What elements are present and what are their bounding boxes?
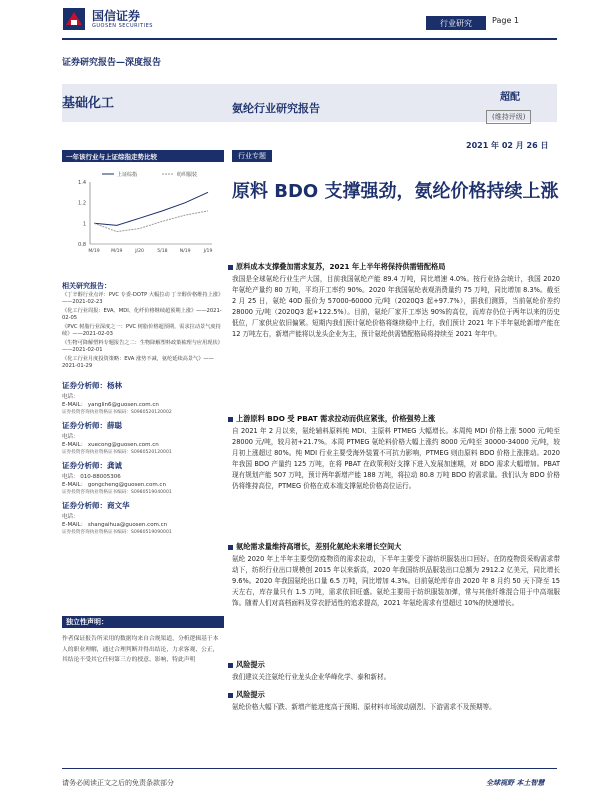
- logo-icon: [62, 7, 86, 31]
- analyst-email[interactable]: E-MAIL： xuecong@guosen.com.cn: [62, 442, 159, 448]
- analyst-email[interactable]: E-MAIL： shangaihua@guosen.com.cn: [62, 522, 168, 528]
- legend-label-a: 上证综指: [117, 172, 138, 178]
- footer-divider: [62, 768, 557, 769]
- rating: 超配: [500, 92, 520, 103]
- section-body: 我国是全球氨纶行业生产大国，目前我国氨纶产能 89.4 万吨，同比增速 4.0%。按行业协会统计，我国 2020 年氨纶产量约 80 万吨，平均开工率约 90%。2020 年我国氨纶表观消费量约 75 万吨，同比增加 8.3%。截至 2 月 25 日，氨纶 40D 报价为 57000-60000 元/吨（2020Q3 起+97.7%），据我们测算，当前氨纶价差约 28000 元/吨（2020Q3 起+122.5%）。目前，氨纶厂家开工率达 90%的高位，而库存仍位于两年以来的历史低位，厂家供应依旧偏紧。短期内我们预计氨纶价格将继续稳中上行，我们预计 2021 年下半年氨纶新增产能在 12 万吨左右，新增产能将以龙头企业为主，预计氨纶供需错配格局将持续至 2021 年年中。: [232, 275, 560, 338]
- section-body: 我们建议关注氨纶行业龙头企业华峰化学、泰和新材。: [232, 673, 391, 681]
- header-divider: [62, 38, 557, 40]
- footer-disclaimer: 请务必阅读正文之后的免责条款部分: [62, 779, 174, 787]
- report-type: 证券研究报告—深度报告: [62, 58, 162, 68]
- series-line-shanghai: [94, 192, 208, 225]
- section-heading: [228, 414, 563, 424]
- x-tick-label: N/19: [179, 249, 191, 254]
- bullet-icon: [228, 663, 233, 668]
- independence-text: 作者保证报告所采用的数据均来自合规渠道，分析逻辑基于本人的职业理解，通过合理判断并得出结论，力求客观、公正，其结论不受其它任何第三方的授意、影响，特此声明: [62, 636, 219, 663]
- analyst-name: 证券分析师：杨林: [62, 381, 122, 390]
- section-heading: [228, 660, 563, 670]
- analyst-phone: 电话：: [62, 434, 79, 440]
- section-body: 氨纶价格大幅下跌、新增产能进度高于预期、原材料市场波动剧烈、下游需求不及预期等。: [232, 703, 496, 711]
- analyst-name: 证券分析师：商文华: [62, 501, 130, 510]
- analyst-email[interactable]: E-MAIL： yanglin6@guosen.com.cn: [62, 402, 159, 408]
- series-line-textile: [94, 211, 208, 232]
- chart-title: 一年该行业与上证综指走势比较: [62, 150, 224, 162]
- section-body: 氨纶 2020 年上半年主要受防疫物资的需求拉动，下半年主要受下游纺织服装出口回好。在防疫物资采购需求带动下，纺织行业出口规模创 2015 年以来新高，2020 年我国纺织品服装出口总额为 2912.2 亿美元，同比增长 9.6%。2020 年我国氨纶出口量 6.5 万吨，同比增加 4.3%。目前氨纶库存由 2020 年 8 月约 50 天下降至 15 天左右，库存量只有 1.5 万吨，需求依旧旺盛。氨纶主要用于纺织服装加弹，常与其他纤维混合用于中高端服饰。随着人们对高档面料及穿衣舒适性的追求提高，2021 年氨纶需求有望超过 10%的快速增长。: [232, 555, 560, 607]
- y-tick-label: 1.2: [78, 200, 86, 207]
- section-heading-text: 风险提示: [236, 690, 265, 699]
- x-tick-label: J/20: [135, 249, 144, 254]
- related-item[interactable]: 《化工行业月度投资策略：EVA 涨势不减，氨纶延续高景气》——2021-01-29: [62, 356, 214, 369]
- footer-slogan: 全球视野 本土智慧: [486, 779, 545, 787]
- related-item[interactable]: 《PVC 树脂行业深度之一：PVC 树脂价格超预期，需求拉动景气度持续》——2021-02-03: [62, 324, 221, 337]
- section-heading: [228, 542, 563, 552]
- analyst-name: 证券分析师：龚诚: [62, 461, 122, 470]
- analyst-email[interactable]: E-MAIL： gongcheng@guosen.com.cn: [62, 482, 166, 488]
- y-tick-label: 0.8: [78, 242, 86, 248]
- y-tick-label: 1.4: [78, 180, 86, 186]
- x-tick-label: M/19: [88, 249, 100, 254]
- y-tick-label: 1: [82, 221, 86, 228]
- section-heading: [228, 262, 563, 272]
- related-item[interactable]: 《生物可降解塑料专题报告之二：生物降解塑料政策梳理与应用现状》——2021-02-01: [62, 340, 221, 353]
- page-number: Page 1: [492, 16, 519, 25]
- report-subject: 氨纶行业研究报告: [232, 102, 320, 115]
- analyst-phone: 电话： 010-88005306: [62, 474, 121, 480]
- header-tag: 行业研究: [426, 16, 486, 30]
- bullet-icon: [228, 693, 233, 698]
- main-title: 原料 BDO 支撑强劲，氨纶价格持续上涨: [232, 181, 559, 202]
- industry-name: 基础化工: [62, 96, 115, 111]
- analyst-cert: 证券投资咨询执业资格证书编码：S0980520120002: [62, 410, 172, 415]
- analyst-phone: 电话：: [62, 394, 79, 400]
- bullet-icon: [228, 545, 233, 550]
- section-heading: [228, 690, 563, 700]
- brand-logo: [62, 6, 192, 32]
- rating-sub: (维持评级): [486, 110, 531, 124]
- related-item[interactable]: 《丁辛醇行业点评：PVC 专委-DOTP 大幅拉动 丁辛醇价格维持上涨》——2021-02-23: [62, 292, 221, 305]
- brand-sub: GUOSEN SECURITIES: [92, 22, 153, 29]
- brand-name: 国信证券: [92, 8, 141, 23]
- x-tick-label: J/19: [203, 249, 213, 254]
- related-item[interactable]: 《化工行业周报：EVA、MDI、化纤价格继续超预期上涨》——2021-02-05: [62, 308, 222, 321]
- price-chart: [62, 166, 220, 266]
- topic-tag: 行业专题: [232, 150, 272, 162]
- analyst-cert: 证券投资咨询执业资格证书编码：S0980519090001: [62, 530, 172, 535]
- bullet-icon: [228, 265, 233, 270]
- analyst-cert: 证券投资咨询执业资格证书编码：S0980519040001: [62, 490, 172, 495]
- analyst-cert: 证券投资咨询执业资格证书编码：S0980520120001: [62, 450, 172, 455]
- x-tick-label: 5/18: [157, 249, 168, 254]
- analyst-phone: 电话：: [62, 514, 79, 520]
- section-heading-text: 上游原料 BDO 受 PBAT 需求拉动而供应紧张，价格强势上涨: [236, 414, 436, 423]
- legend-label-b: 纺织服装: [177, 172, 198, 178]
- section-heading-text: 风险提示: [236, 660, 265, 669]
- related-title: 相关研究报告：: [62, 282, 111, 290]
- report-date: 2021 年 02 月 26 日: [466, 141, 549, 150]
- section-body: 自 2021 年 2 月以来，氨纶辅料原料纯 MDI、主原料 PTMEG 大幅增长。本周纯 MDI 价格上涨 5000 元/吨至 28000 元/吨，较月初+21.7%。本周 PTMEG 氨纶料价格大幅上涨约 8000 元/吨至 30000-34000 元/吨，较月初上涨超过 80%。纯 MDI 行业主要受海外装置不可抗力影响，PTMEG 则由原料 BDO 价格上涨推动。2020 年我国 BDO 产量约 125 万吨，在将 PBAT 在政策利好支撑下进入发展加速期，对 BDO 需求大幅增加。PBAT 现有规划产能 507 万吨，预计两年新增产能 188 万吨，将拉动 80.8 万吨 BDO 的需求量。我们认为 BDO 价格仍将维持高位，PTMEG 价格在成本端支撑氨纶价格高位运行。: [232, 427, 560, 490]
- analyst-name: 证券分析师：薛聪: [62, 421, 122, 430]
- section-heading-text: 原料成本支撑叠加需求复苏，2021 年上半年将保持供需错配格局: [236, 262, 446, 271]
- section-heading-text: 氨纶需求量维持高增长，差别化氨纶未来增长空间大: [236, 542, 402, 551]
- bullet-icon: [228, 417, 233, 422]
- independence-title: 独立性声明：: [62, 616, 224, 628]
- x-tick-label: M/19: [111, 249, 123, 254]
